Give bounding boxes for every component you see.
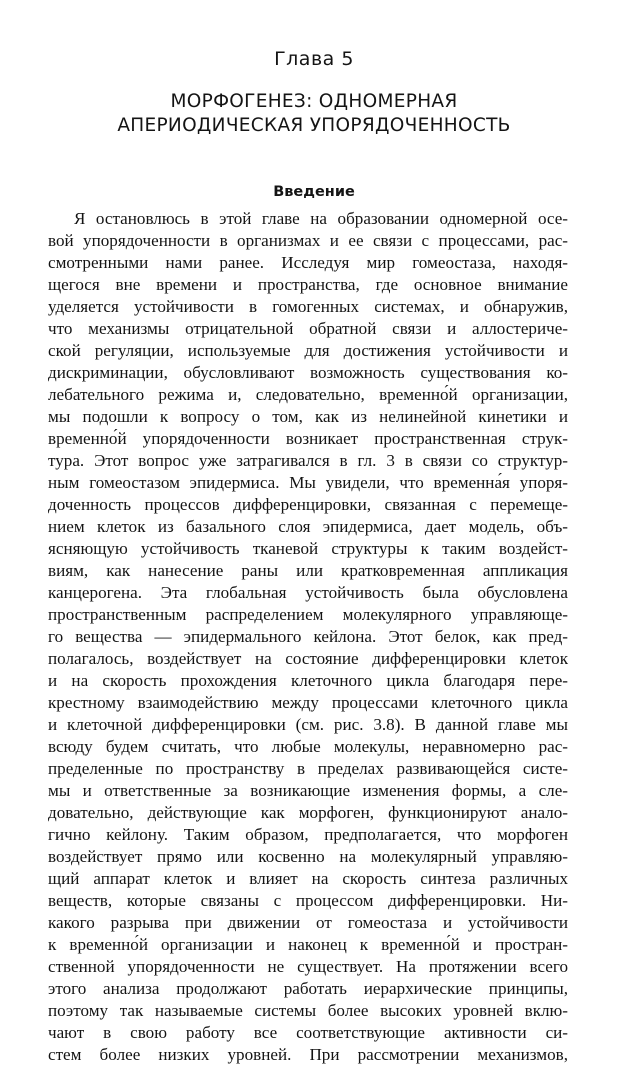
text-line: доченность процессов дифференцировки, связанная с перемеще- [48,495,568,514]
text-line: гично кейлону. Таким образом, предполагается, что морфоген [48,825,568,844]
text-line: канцерогена. Эта глобальная устойчивость была обусловлена [48,583,568,602]
text-line: к временно́й организации и наконец к временно́й и простран- [48,935,568,954]
text-line: уделяется устойчивости в гомогенных системах, и обнаружив, [48,297,568,316]
section-heading: Введение [273,184,355,200]
text-line: поэтому так называемые системы более высоких уровней вклю- [48,1001,568,1020]
chapter-label: Глава 5 [274,48,354,70]
text-line: мы подошли к вопросу о том, как из нелинейной кинетики и [48,407,568,426]
text-line: довательно, действующие как морфоген, функционируют анало- [48,803,568,822]
text-line: полагалось, воздействует на состояние дифференцировки клеток [48,649,568,668]
text-line: этого анализа продолжают работать иерархические принципы, [48,979,568,998]
text-line: какого разрыва при движении от гомеостаза и устойчивости [48,913,568,932]
text-line: ным гомеостазом эпидермиса. Мы увидели, что временна́я упоря- [48,473,568,492]
text-line: ясняющую устойчивость тканевой структуры к таким воздейст- [48,539,568,558]
text-line: и клеточной дифференцировки (см. рис. 3.8). В данной главе мы [48,715,568,734]
text-line: веществ, которые связаны с процессом дифференцировки. Ни- [48,891,568,910]
chapter-title [0,90,628,138]
text-line: ственной упорядоченности не существует. На протяжении всего [48,957,568,976]
text-line: щегося вне времени и пространства, где основное внимание [48,275,568,294]
text-line: смотренными нами ранее. Исследуя мир гомеостаза, находя- [48,253,568,272]
text-line: дискриминации, обусловливают возможность существования ко- [48,363,568,382]
text-line: временно́й упорядоченности возникает пространственная струк- [48,429,568,448]
text-line: стем более низких уровней. При рассмотрении механизмов, [48,1045,568,1064]
text-line: щий аппарат клеток и влияет на скорость синтеза различных [48,869,568,888]
text-line: вой упорядоченности в организмах и ее связи с процессами, рас- [48,231,568,250]
text-line: виям, как нанесение раны или кратковременная аппликация [48,561,568,580]
text-line: чают в свою работу все соответствующие активности си- [48,1023,568,1042]
text-line: пространственным распределением молекулярного управляюще- [48,605,568,624]
chapter-title-line: МОРФОГЕНЕЗ: ОДНОМЕРНАЯ [170,91,458,112]
text-line: нием клеток из базального слоя эпидермиса, дает модель, объ- [48,517,568,536]
text-line: воздействует прямо или косвенно на молекулярный управляю- [48,847,568,866]
chapter-title-line: АПЕРИОДИЧЕСКАЯ УПОРЯДОЧЕННОСТЬ [117,115,511,136]
text-line: Я остановлюсь в этой главе на образовании одномерной осе- [74,209,568,228]
text-line: крестному взаимодействию между процессами клеточного цикла [48,693,568,712]
text-line: ской регуляции, используемые для достижения устойчивости и [48,341,568,360]
body-paragraph [48,208,568,1066]
text-line: тура. Этот вопрос уже затрагивался в гл. 3 в связи со структур- [48,451,568,470]
text-line: лебательного режима и, следовательно, временно́й организации, [48,385,568,404]
text-line: всюду будем считать, что любые молекулы, неравномерно рас- [48,737,568,756]
text-line: пределенные по пространству в пределах развивающейся систе- [48,759,568,778]
text-line: что механизмы отрицательной обратной связи и аллостериче- [48,319,568,338]
text-line: мы и ответственные за возникающие изменения формы, а сле- [48,781,568,800]
text-line: и на скорость прохождения клеточного цикла благодаря пере- [48,671,568,690]
text-line: го вещества — эпидермального кейлона. Этот белок, как пред- [48,627,568,646]
